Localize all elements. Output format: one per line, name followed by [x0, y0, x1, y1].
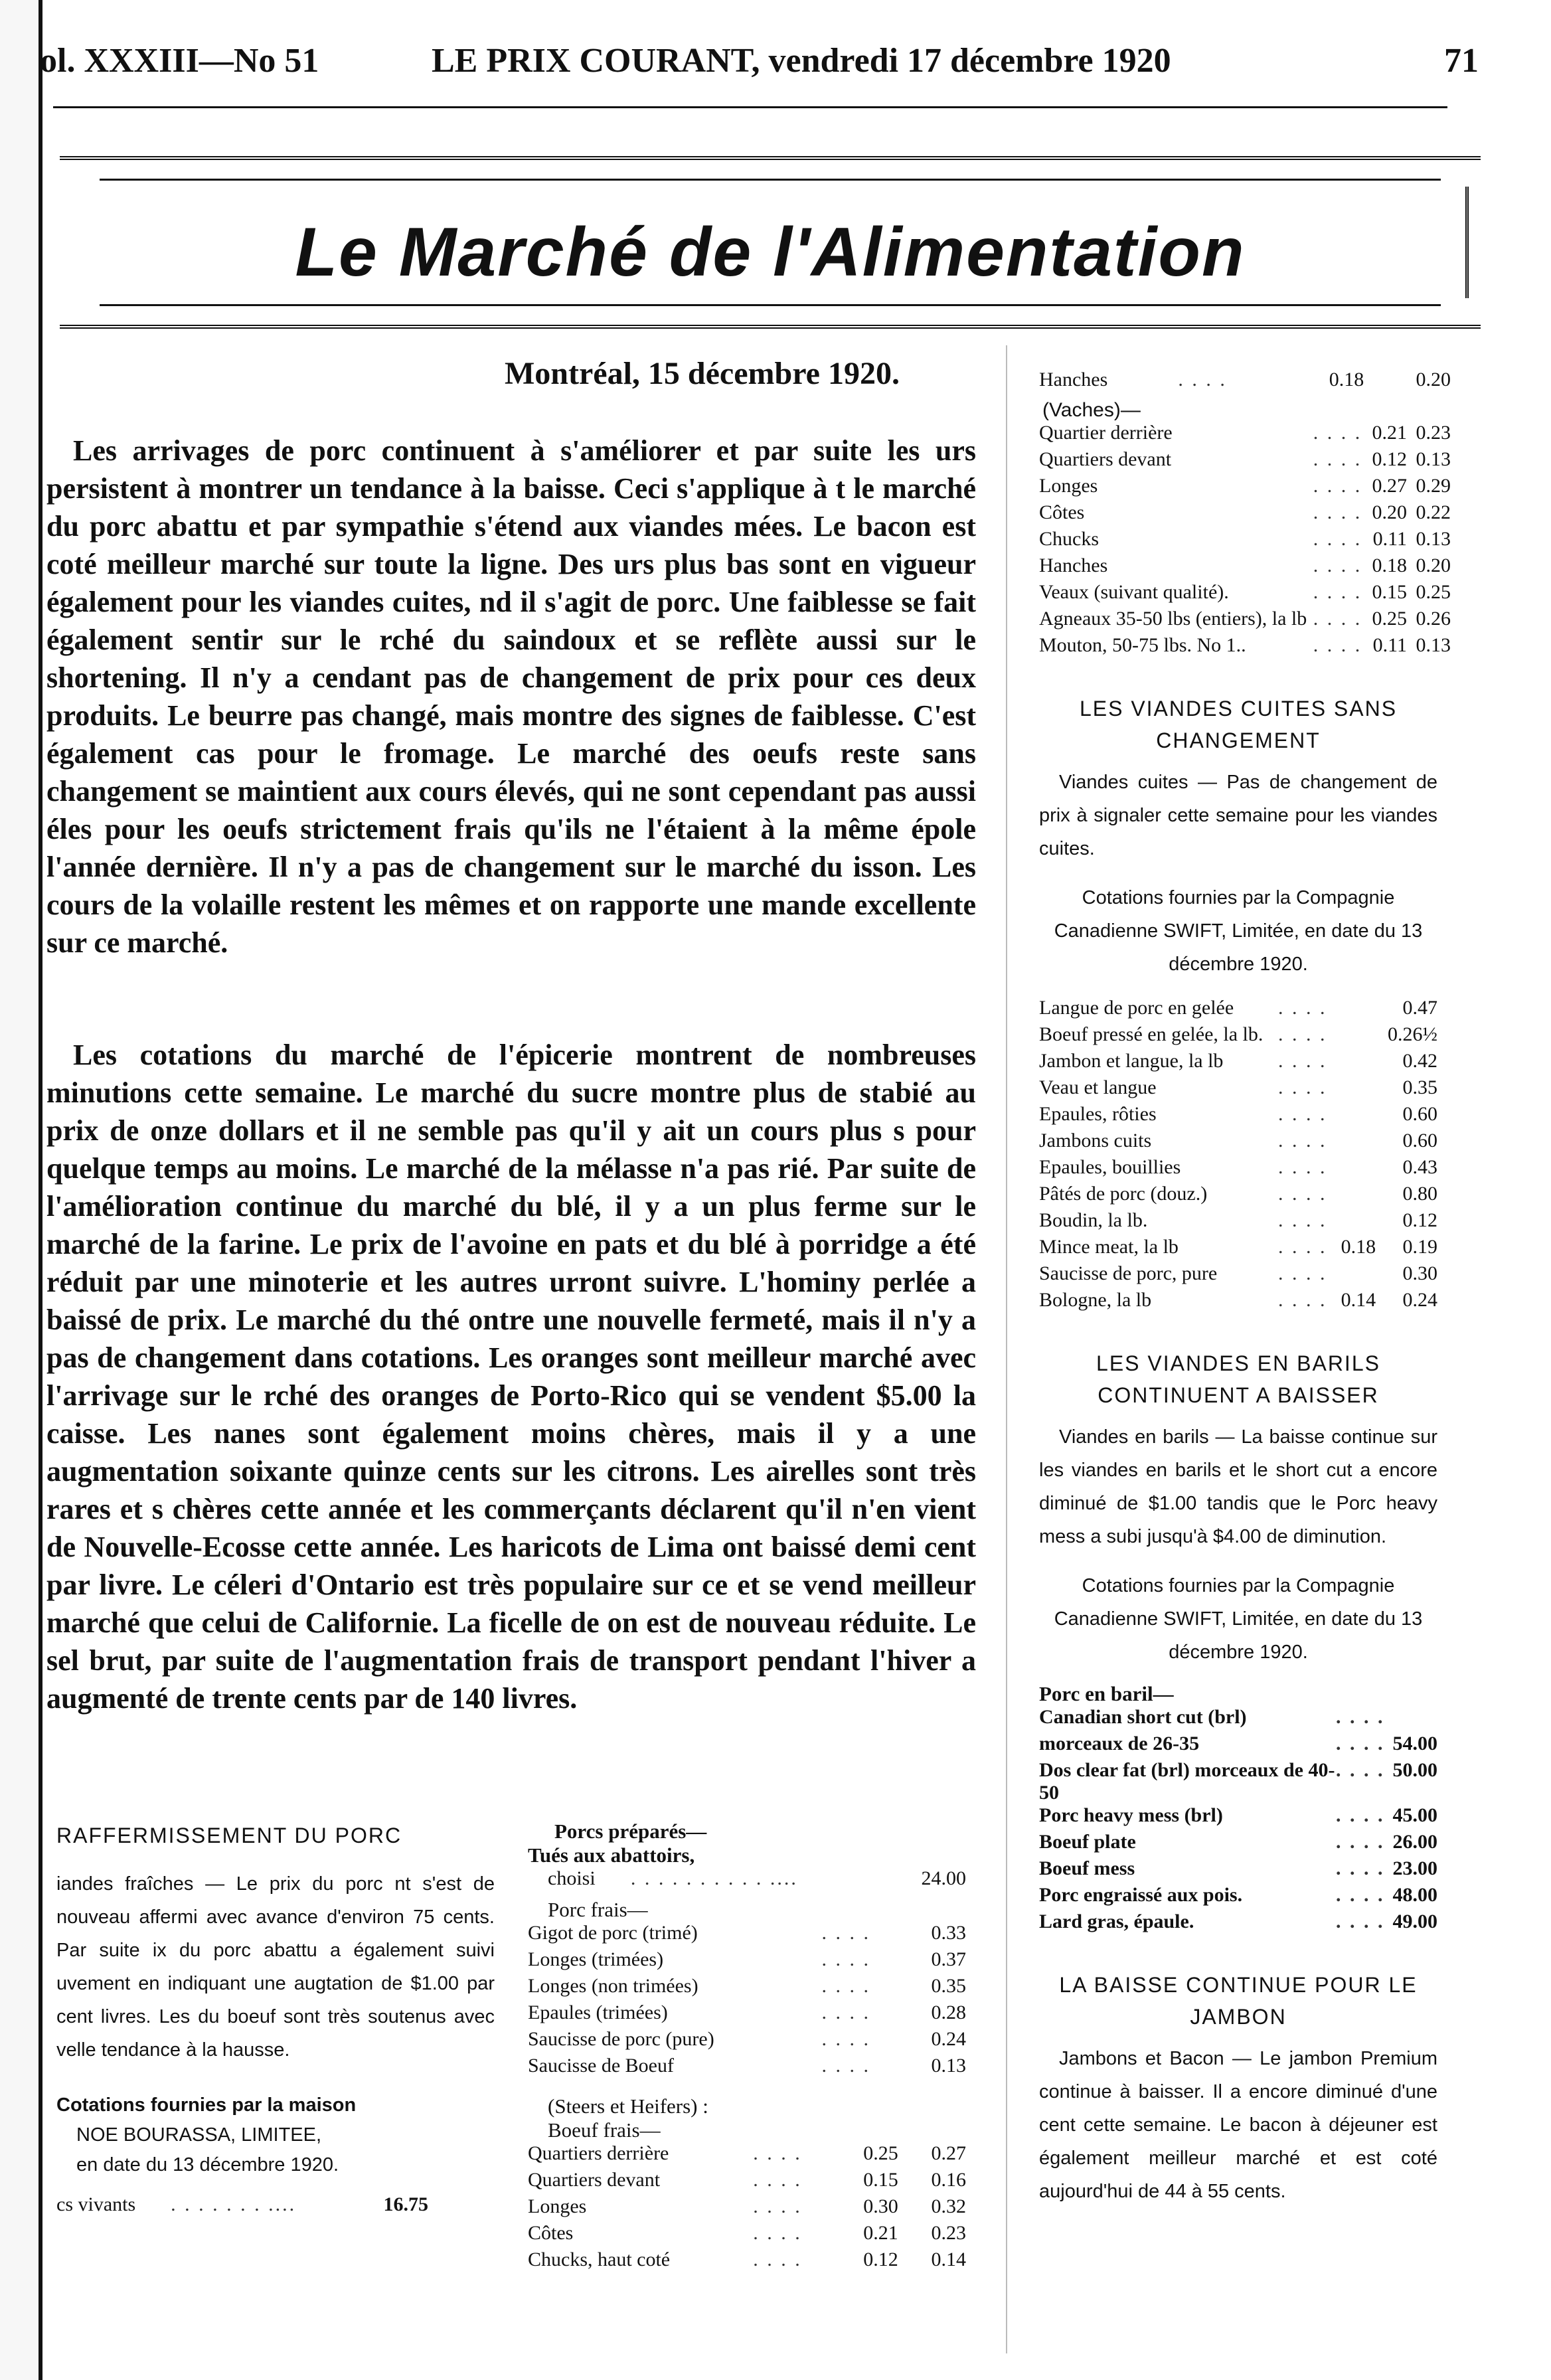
row-value: 0.12 [863, 2249, 898, 2270]
row-label: Quartiers devant [1039, 448, 1172, 470]
row-label: Côtes [1039, 501, 1085, 523]
leader-dots: . . . . [821, 1948, 870, 1970]
choisi-table [528, 1867, 966, 1894]
table-row [1039, 1050, 1437, 1076]
row-label: Bologne, la lb [1039, 1289, 1152, 1311]
table-row [1039, 608, 1451, 634]
leader-dots: . . . . [1336, 1831, 1385, 1853]
row-label: Boeuf mess [1039, 1857, 1135, 1879]
row-value-2: 0.23 [1416, 422, 1451, 444]
row-value: 50.00 [1392, 1759, 1437, 1781]
leader-dots: . . . . [753, 2195, 802, 2217]
leader-dots: . . . . [821, 1922, 870, 1944]
row-value: 0.25 [1372, 608, 1407, 630]
row-label: Epaules (trimées) [528, 2001, 668, 2023]
row-value-2: 0.26½ [1388, 1023, 1437, 1045]
leader-dots: . . . . [753, 2142, 802, 2164]
table-row [528, 2169, 966, 2195]
table-row [528, 2195, 966, 2222]
leader-dots: . . . . [1313, 554, 1362, 576]
table-row [1039, 501, 1451, 528]
table-row [1039, 1706, 1437, 1733]
row-value-2: 0.14 [931, 2249, 966, 2270]
header-rule [53, 106, 1447, 108]
row-value-2: 0.13 [1416, 634, 1451, 656]
table-row [1039, 1209, 1437, 1236]
row-value: 0.11 [1372, 634, 1407, 656]
row-label: Chucks [1039, 528, 1099, 550]
row-value-2: 0.29 [1416, 475, 1451, 497]
table-row [1039, 475, 1451, 501]
row-value: 0.24 [931, 2028, 966, 2050]
row-value: 0.30 [863, 2195, 898, 2217]
row-value: 45.00 [1392, 1804, 1437, 1826]
porc-source-line-1: Cotations fournies par la maison [56, 2094, 357, 2116]
row-value: 0.13 [931, 2055, 966, 2077]
row-label: Saucisse de porc, pure [1039, 1262, 1218, 1284]
leader-dots: . . . . [1277, 1236, 1327, 1258]
row-value [1330, 1076, 1376, 1103]
table-row [1039, 1130, 1437, 1156]
table-row [1039, 581, 1451, 608]
table-row [528, 1867, 966, 1894]
row-value-2: 0.23 [931, 2222, 966, 2244]
table-row [1039, 1156, 1437, 1183]
row-value: 0.37 [931, 1948, 966, 1970]
row-value [1330, 1209, 1376, 1236]
middle-price-column [528, 1820, 979, 2275]
table-row [1039, 1911, 1437, 1937]
table-row [1039, 1183, 1437, 1209]
row-value-2: 0.22 [1416, 501, 1451, 523]
row-value-2: 0.12 [1402, 1209, 1437, 1231]
row-value-2: 0.13 [1416, 528, 1451, 550]
table-row [1039, 1804, 1437, 1831]
row-label: Jambons cuits [1039, 1130, 1152, 1151]
leader-dots: . . . . [753, 2169, 802, 2191]
row-value-2: 0.20 [1416, 554, 1451, 576]
jambon-body: Jambons et Bacon — Le jambon Premium continue à baisser. Il a encore diminué d'une cent cette semaine. Le bacon à déjeuner est également meilleur marché et est coté aujourd'hui de 44 à 55 cents. [1039, 2048, 1437, 2202]
barils-source: Cotations fournies par la Compagnie Canadienne SWIFT, Limitée, en date du 13 décembre 1920. [1054, 1575, 1423, 1663]
row-value-2: 0.80 [1402, 1183, 1437, 1205]
leader-dots: . . . . [1277, 997, 1327, 1019]
row-label: Quartier derrière [1039, 422, 1173, 444]
middle-heading-1: Porcs préparés— [554, 1820, 707, 1843]
hanches-table [1039, 369, 1451, 395]
row-value: 0.25 [863, 2142, 898, 2164]
leader-dots: . . . . [1313, 634, 1362, 656]
cuites-table [1039, 997, 1437, 1316]
leader-dots: . . . . [1336, 1759, 1385, 1781]
leader-dots: . . . . . . . . . . .... [630, 1867, 798, 1889]
leader-dots: . . . . [753, 2249, 802, 2270]
row-label: Epaules, bouillies [1039, 1156, 1181, 1178]
row-value-2: 0.60 [1402, 1103, 1437, 1125]
leader-dots: . . . . [1277, 1289, 1327, 1311]
table-row [1039, 1733, 1437, 1759]
row-value: 0.14 [1341, 1289, 1376, 1311]
row-label: morceaux de 26-35 [1039, 1733, 1200, 1754]
cuites-source: Cotations fournies par la Compagnie Canadienne SWIFT, Limitée, en date du 13 décembre 1920. [1054, 887, 1423, 975]
row-label: Boeuf plate [1039, 1831, 1136, 1853]
row-label: cs vivants [56, 2193, 136, 2215]
table-row [528, 2055, 966, 2081]
table-row [528, 1922, 966, 1948]
row-label: Porc heavy mess (brl) [1039, 1804, 1223, 1826]
row-value-2: 0.13 [1416, 448, 1451, 470]
row-value: 0.27 [1372, 475, 1407, 497]
table-row [56, 2193, 428, 2220]
row-label: Canadian short cut (brl) [1039, 1706, 1247, 1728]
row-label: choisi [548, 1867, 596, 1889]
porc-price-table [56, 2193, 428, 2220]
cuites-body: Viandes cuites — Pas de changement de prix à signaler cette semaine pour les viandes cuites. [1039, 772, 1437, 859]
page-number: 71 [1444, 42, 1479, 80]
leader-dots: . . . . [821, 2055, 870, 2077]
row-value: 48.00 [1392, 1884, 1437, 1906]
article-paragraph-1: Les arrivages de porc continuent à s'améliorer et par suite les urs persistent à montrer un tendance à la baisse. Ceci s'applique à t le marché du porc abattu et par sympathie s'étend aux viandes mées. Le bacon est coté meilleur marché sur toute la ligne. Des urs plus bas sont en vigueur également pour les viandes cuites, nd il s'agit de porc. Une faiblesse se fait également sentir sur le rché du saindoux et se reflète aussi sur le shortening. Il n'y a cendant pas de changement de prix pour ces deux produits. Le beurre pas changé, mais montre des signes de faiblesse. C'est également cas pour le fromage. Le marché des oeufs reste sans changement se maintient aux cours élevés, qui ne sont cependant pas aussi éles pour les oeufs strictement frais qu'ils ne l'étaient à la même épole l'année dernière. Il n'y a pas de changement sur le marché du isson. Les cours de la volaille restent les mêmes et on rapporte une mande excellente sur ce marché. [46, 434, 976, 959]
table-row [528, 1948, 966, 1975]
table-row [1039, 1759, 1437, 1804]
row-value: 26.00 [1392, 1831, 1437, 1853]
leader-dots: . . . . [1277, 1156, 1327, 1178]
row-value-2: 0.60 [1402, 1130, 1437, 1151]
row-value [1330, 1130, 1376, 1156]
middle-heading-5: Boeuf frais— [548, 2118, 661, 2142]
middle-heading-2: Tués aux abattoirs, [528, 1843, 695, 1867]
row-label: Longes [1039, 475, 1098, 497]
table-row [1039, 997, 1437, 1023]
table-row [528, 2028, 966, 2055]
row-value: 0.35 [931, 1975, 966, 1997]
porc-heading: RAFFERMISSEMENT DU PORC [56, 1824, 402, 1847]
leader-dots: . . . . [1336, 1911, 1385, 1932]
middle-heading-3: Porc frais— [548, 1898, 648, 1921]
table-row [1039, 1289, 1437, 1316]
table-row [1039, 448, 1451, 475]
leader-dots: . . . . [1313, 528, 1362, 550]
table-row [1039, 528, 1451, 554]
porc-frais-table [528, 1922, 966, 2081]
running-title: LE PRIX COURANT, vendredi 17 décembre 1920 [432, 42, 1171, 80]
table-row [528, 2001, 966, 2028]
leader-dots: . . . . [1313, 608, 1362, 630]
leader-dots: . . . . [1313, 422, 1362, 444]
leader-dots: . . . . [1277, 1130, 1327, 1151]
row-label: Jambon et langue, la lb [1039, 1050, 1224, 1072]
row-value: 0.21 [1372, 422, 1407, 444]
dateline: Montréal, 15 décembre 1920. [505, 356, 900, 391]
row-label: Agneaux 35-50 lbs (entiers), la lb [1039, 608, 1307, 630]
porc-source-line-3: en date du 13 décembre 1920. [76, 2154, 339, 2175]
table-row [1039, 1262, 1437, 1289]
row-label: Pâtés de porc (douz.) [1039, 1183, 1208, 1205]
row-value: 0.33 [931, 1922, 966, 1944]
row-label: Hanches [1039, 554, 1108, 576]
row-value-2: 0.24 [1402, 1289, 1437, 1311]
row-value-2: 0.47 [1402, 997, 1437, 1019]
row-value: 16.75 [383, 2193, 428, 2215]
table-row [1039, 1103, 1437, 1130]
row-value: 0.28 [931, 2001, 966, 2023]
leader-dots: . . . . [1313, 501, 1362, 523]
porc-body: iandes fraîches — Le prix du porc nt s'est de nouveau affermi avec avance d'environ 75 cents. Par suite ix du porc abattu a également suivi uvement en indiquant une augtation de $1.00 par cent livres. Les du boeuf sont très soutenus avec velle tendance à la hausse. [56, 1873, 495, 2061]
row-value: 0.21 [863, 2222, 898, 2244]
table-row [1039, 369, 1451, 395]
row-value: 23.00 [1392, 1857, 1437, 1879]
column-divider [1006, 345, 1007, 2353]
middle-heading-4: (Steers et Heifers) : [548, 2094, 708, 2118]
row-value-2: 0.25 [1416, 581, 1451, 603]
row-label: Longes [528, 2195, 587, 2217]
section-banner [60, 156, 1481, 329]
table-row [528, 2222, 966, 2249]
row-value-2: 0.43 [1402, 1156, 1437, 1178]
leader-dots: . . . . [1336, 1706, 1385, 1728]
jambon-heading: LA BAISSE CONTINUE POUR LE JAMBON [1059, 1973, 1418, 2029]
leader-dots: . . . . [821, 1975, 870, 1997]
barils-heading: LES VIANDES EN BARILS CONTINUENT A BAISSER [1096, 1351, 1380, 1407]
row-label: Longes (non trimées) [528, 1975, 698, 1997]
row-value: 0.11 [1372, 528, 1407, 550]
row-label: Dos clear fat (brl) morceaux de 40-50 [1039, 1759, 1335, 1804]
row-value-2: 0.35 [1402, 1076, 1437, 1098]
leader-dots: . . . . [1336, 1884, 1385, 1906]
row-label: Porc engraissé aux pois. [1039, 1884, 1243, 1906]
leader-dots: . . . . [1277, 1050, 1327, 1072]
vaches-table [1039, 422, 1451, 661]
row-value: 0.15 [1372, 581, 1407, 603]
row-value-2: 0.19 [1402, 1236, 1437, 1258]
leader-dots: . . . . [821, 2028, 870, 2050]
leader-dots: . . . . [1336, 1733, 1385, 1754]
row-label: Hanches [1039, 369, 1108, 390]
leader-dots: . . . . [1336, 1857, 1385, 1879]
porc-source-line-2: NOE BOURASSA, LIMITEE, [76, 2124, 322, 2146]
row-value: 0.12 [1372, 448, 1407, 470]
table-row [1039, 1236, 1437, 1262]
table-row [1039, 1831, 1437, 1857]
row-label: Longes (trimées) [528, 1948, 664, 1970]
row-label: Boeuf pressé en gelée, la lb. [1039, 1023, 1264, 1045]
table-row [1039, 422, 1451, 448]
leader-dots: . . . . [1313, 581, 1362, 603]
row-label: Saucisse de porc (pure) [528, 2028, 714, 2050]
row-label: Boudin, la lb. [1039, 1209, 1148, 1231]
leader-dots: . . . . [1277, 1262, 1327, 1284]
leader-dots: . . . . [1277, 1076, 1327, 1098]
table-row [528, 1975, 966, 2001]
row-label: Quartiers devant [528, 2169, 661, 2191]
page-binding-edge [0, 0, 42, 2380]
leader-dots: . . . . [1313, 448, 1362, 470]
leader-dots: . . . . [1313, 475, 1362, 497]
row-value-2: 0.42 [1402, 1050, 1437, 1072]
volume-number: ol. XXXIII—No 51 [40, 42, 319, 80]
leader-dots: . . . . [1277, 1209, 1327, 1231]
row-value [1330, 1183, 1376, 1209]
leader-dots: . . . . [753, 2222, 802, 2244]
leader-dots: . . . . [1277, 1103, 1327, 1125]
barils-body: Viandes en barils — La baisse continue sur les viandes en barils et le short cut a encore diminué de $1.00 tandis que le Porc heavy mess a subi jusqu'à $4.00 de diminution. [1039, 1426, 1437, 1547]
row-value [1330, 997, 1376, 1023]
row-label: Côtes [528, 2222, 574, 2244]
row-label: Langue de porc en gelée [1039, 997, 1234, 1019]
row-label: Quartiers derrière [528, 2142, 669, 2164]
row-value: 49.00 [1392, 1911, 1437, 1932]
row-value-2: 0.16 [931, 2169, 966, 2191]
row-label: Saucisse de Boeuf [528, 2055, 674, 2077]
row-value [1330, 1023, 1376, 1050]
row-value [1330, 1050, 1376, 1076]
row-label: Veau et langue [1039, 1076, 1157, 1098]
porc-section [56, 1820, 495, 2220]
table-row [528, 2142, 966, 2169]
table-row [1039, 1076, 1437, 1103]
row-value-2: 0.20 [1416, 369, 1451, 390]
row-value-2: 0.27 [931, 2142, 966, 2164]
porc-quote-source [56, 2090, 495, 2180]
row-value: 54.00 [1392, 1733, 1437, 1754]
table-row [1039, 554, 1451, 581]
row-value [1330, 1156, 1376, 1183]
section-headline: Le Marché de l'Alimentation [295, 214, 1246, 291]
right-column [1039, 369, 1517, 2208]
row-value: 0.18 [1329, 369, 1364, 390]
cuites-heading: LES VIANDES CUITES SANS CHANGEMENT [1079, 697, 1398, 752]
table-row [1039, 1023, 1437, 1050]
table-row [528, 2249, 966, 2275]
leader-dots: . . . . [821, 2001, 870, 2023]
row-value [1385, 1706, 1438, 1733]
table-row [1039, 634, 1451, 661]
row-value: 0.15 [863, 2169, 898, 2191]
table-row [1039, 1884, 1437, 1911]
leader-dots: . . . . [1336, 1804, 1385, 1826]
boeuf-frais-table [528, 2142, 966, 2275]
row-label: Mouton, 50-75 lbs. No 1.. [1039, 634, 1246, 656]
row-label: Mince meat, la lb [1039, 1236, 1179, 1258]
row-value-2: 0.32 [931, 2195, 966, 2217]
row-value: 0.20 [1372, 501, 1407, 523]
barils-subheading: Porc en baril— [1039, 1682, 1174, 1705]
row-value [1330, 1262, 1376, 1289]
row-value: 0.18 [1341, 1236, 1376, 1258]
leader-dots: . . . . . . . .... [171, 2193, 297, 2215]
leader-dots: . . . . [1277, 1183, 1327, 1205]
vaches-heading: (Vaches)— [1042, 399, 1141, 421]
article-paragraph-2: Les cotations du marché de l'épicerie montrent de nombreuses minutions cette semaine. Le marché du sucre montre plus de stabié au prix de onze dollars et il ne semble pas qu'il y ait un cours plus s pour quelque temps au moins. Le marché de la mélasse n'a pas rié. Par suite de l'amélioration continue du marché du blé, il y a un plus ferme sur le marché de la farine. Le prix de l'avoine en pats et du blé à porridge a été réduit par une minoterie et les autres urront suivre. L'hominy perlée a baissé de prix. Le marché du thé ontre une nouvelle fermeté, mais il n'y a pas de changement dans cotations. Les oranges sont meilleur marché avec l'arrivage sur le rché des oranges de Porto-Rico qui se vendent $5.00 la caisse. Les nanes sont également moins chères, mais il y a une augmentation soixante quinze cents sur les citrons. Les airelles sont très rares et s chères cette année et les commerçants déclarent qu'il n'en vient de Nouvelle-Ecosse cette année. Les haricots de Lima ont baissé demi cent par livre. Le céleri d'Ontario est très populaire sur ce et se vend meilleur marché que celui de Californie. La ficelle de on est de nouveau réduite. Le sel brut, par suite de l'augmentation frais de transport pendant l'hiver a augmenté de trente cents par de 140 livres. [46, 1039, 976, 1715]
row-value-2: 0.30 [1402, 1262, 1437, 1284]
row-label: Lard gras, épaule. [1039, 1911, 1194, 1932]
row-value-2: 0.26 [1416, 608, 1451, 630]
leader-dots: . . . . [1277, 1023, 1327, 1045]
barils-table [1039, 1706, 1437, 1937]
row-label: Veaux (suivant qualité). [1039, 581, 1229, 603]
row-label: Epaules, rôties [1039, 1103, 1157, 1125]
table-row [1039, 1857, 1437, 1884]
row-label: Chucks, haut coté [528, 2249, 671, 2270]
leader-dots: . . . . [1178, 369, 1227, 390]
row-value: 24.00 [921, 1867, 966, 1889]
row-value: 0.18 [1372, 554, 1407, 576]
row-label: Gigot de porc (trimé) [528, 1922, 698, 1944]
row-value [1330, 1103, 1376, 1130]
